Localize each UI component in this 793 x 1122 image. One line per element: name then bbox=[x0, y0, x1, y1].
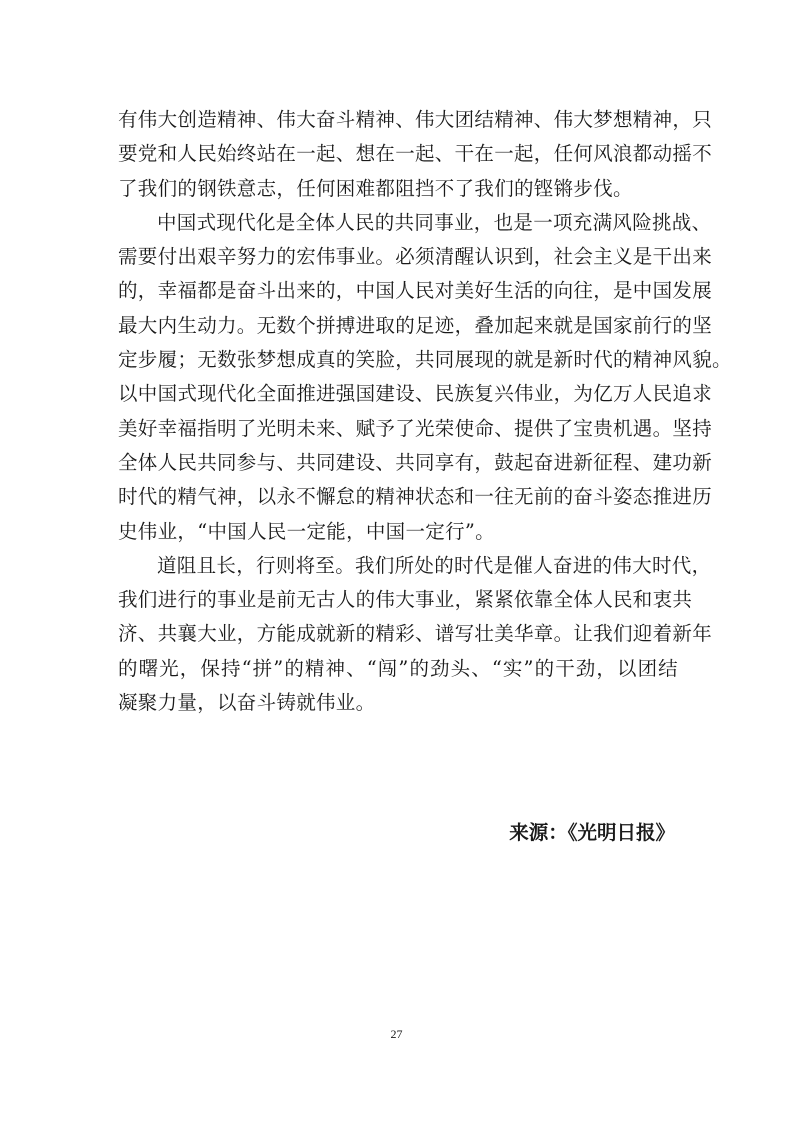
source-attribution: 来源：《光明日报》 bbox=[509, 821, 675, 844]
text-line: 史伟业，“中国人民一定能，中国一定行”。 bbox=[118, 519, 495, 543]
text-line: 以中国式现代化全面推进强国建设、民族复兴伟业，为亿万人民追求 bbox=[118, 382, 713, 406]
paragraph bbox=[118, 549, 713, 720]
text-line: 的，幸福都是奋斗出来的，中国人民对美好生活的向往，是中国发展 bbox=[118, 279, 713, 303]
paragraph bbox=[118, 206, 732, 549]
text-line: 需要付出艰辛努力的宏伟事业。必须清醒认识到，社会主义是干出来 bbox=[118, 245, 713, 269]
article-body bbox=[118, 103, 732, 720]
text-line: 的曙光，保持“拼”的精神、“闯”的劲头、“实”的干劲，以团结 bbox=[118, 656, 678, 680]
text-line: 中国式现代化是全体人民的共同事业，也是一项充满风险挑战、 bbox=[157, 210, 712, 234]
paragraph bbox=[118, 103, 713, 206]
text-line: 有伟大创造精神、伟大奋斗精神、伟大团结精神、伟大梦想精神，只 bbox=[118, 108, 713, 131]
text-line: 最大内生动力。无数个拼搏进取的足迹，叠加起来就是国家前行的坚 bbox=[118, 313, 713, 337]
text-line: 我们进行的事业是前无古人的伟大事业，紧紧依靠全体人民和衷共 bbox=[118, 588, 693, 612]
page-number: 27 bbox=[390, 1027, 403, 1041]
text-line: 道阻且长，行则将至。我们所处的时代是催人奋进的伟大时代， bbox=[157, 553, 712, 577]
text-line: 美好幸福指明了光明未来、赋予了光荣使命、提供了宝贵机遇。坚持 bbox=[118, 416, 713, 440]
text-line: 时代的精气神，以永不懈怠的精神状态和一往无前的奋斗姿态推进历 bbox=[118, 485, 713, 509]
text-line: 凝聚力量，以奋斗铸就伟业。 bbox=[118, 691, 376, 715]
text-line: 济、共襄大业，方能成就新的精彩、谱写壮美华章。让我们迎着新年 bbox=[118, 622, 713, 646]
text-line: 了我们的钢铁意志，任何困难都阻挡不了我们的铿锵步伐。 bbox=[118, 176, 633, 200]
text-line: 定步履；无数张梦想成真的笑脸，共同展现的就是新时代的精神风貌。 bbox=[118, 348, 732, 372]
text-line: 要党和人民始终站在一起、想在一起、干在一起，任何风浪都动摇不 bbox=[118, 142, 713, 166]
text-line: 全体人民共同参与、共同建设、共同享有，鼓起奋进新征程、建功新 bbox=[118, 450, 713, 474]
